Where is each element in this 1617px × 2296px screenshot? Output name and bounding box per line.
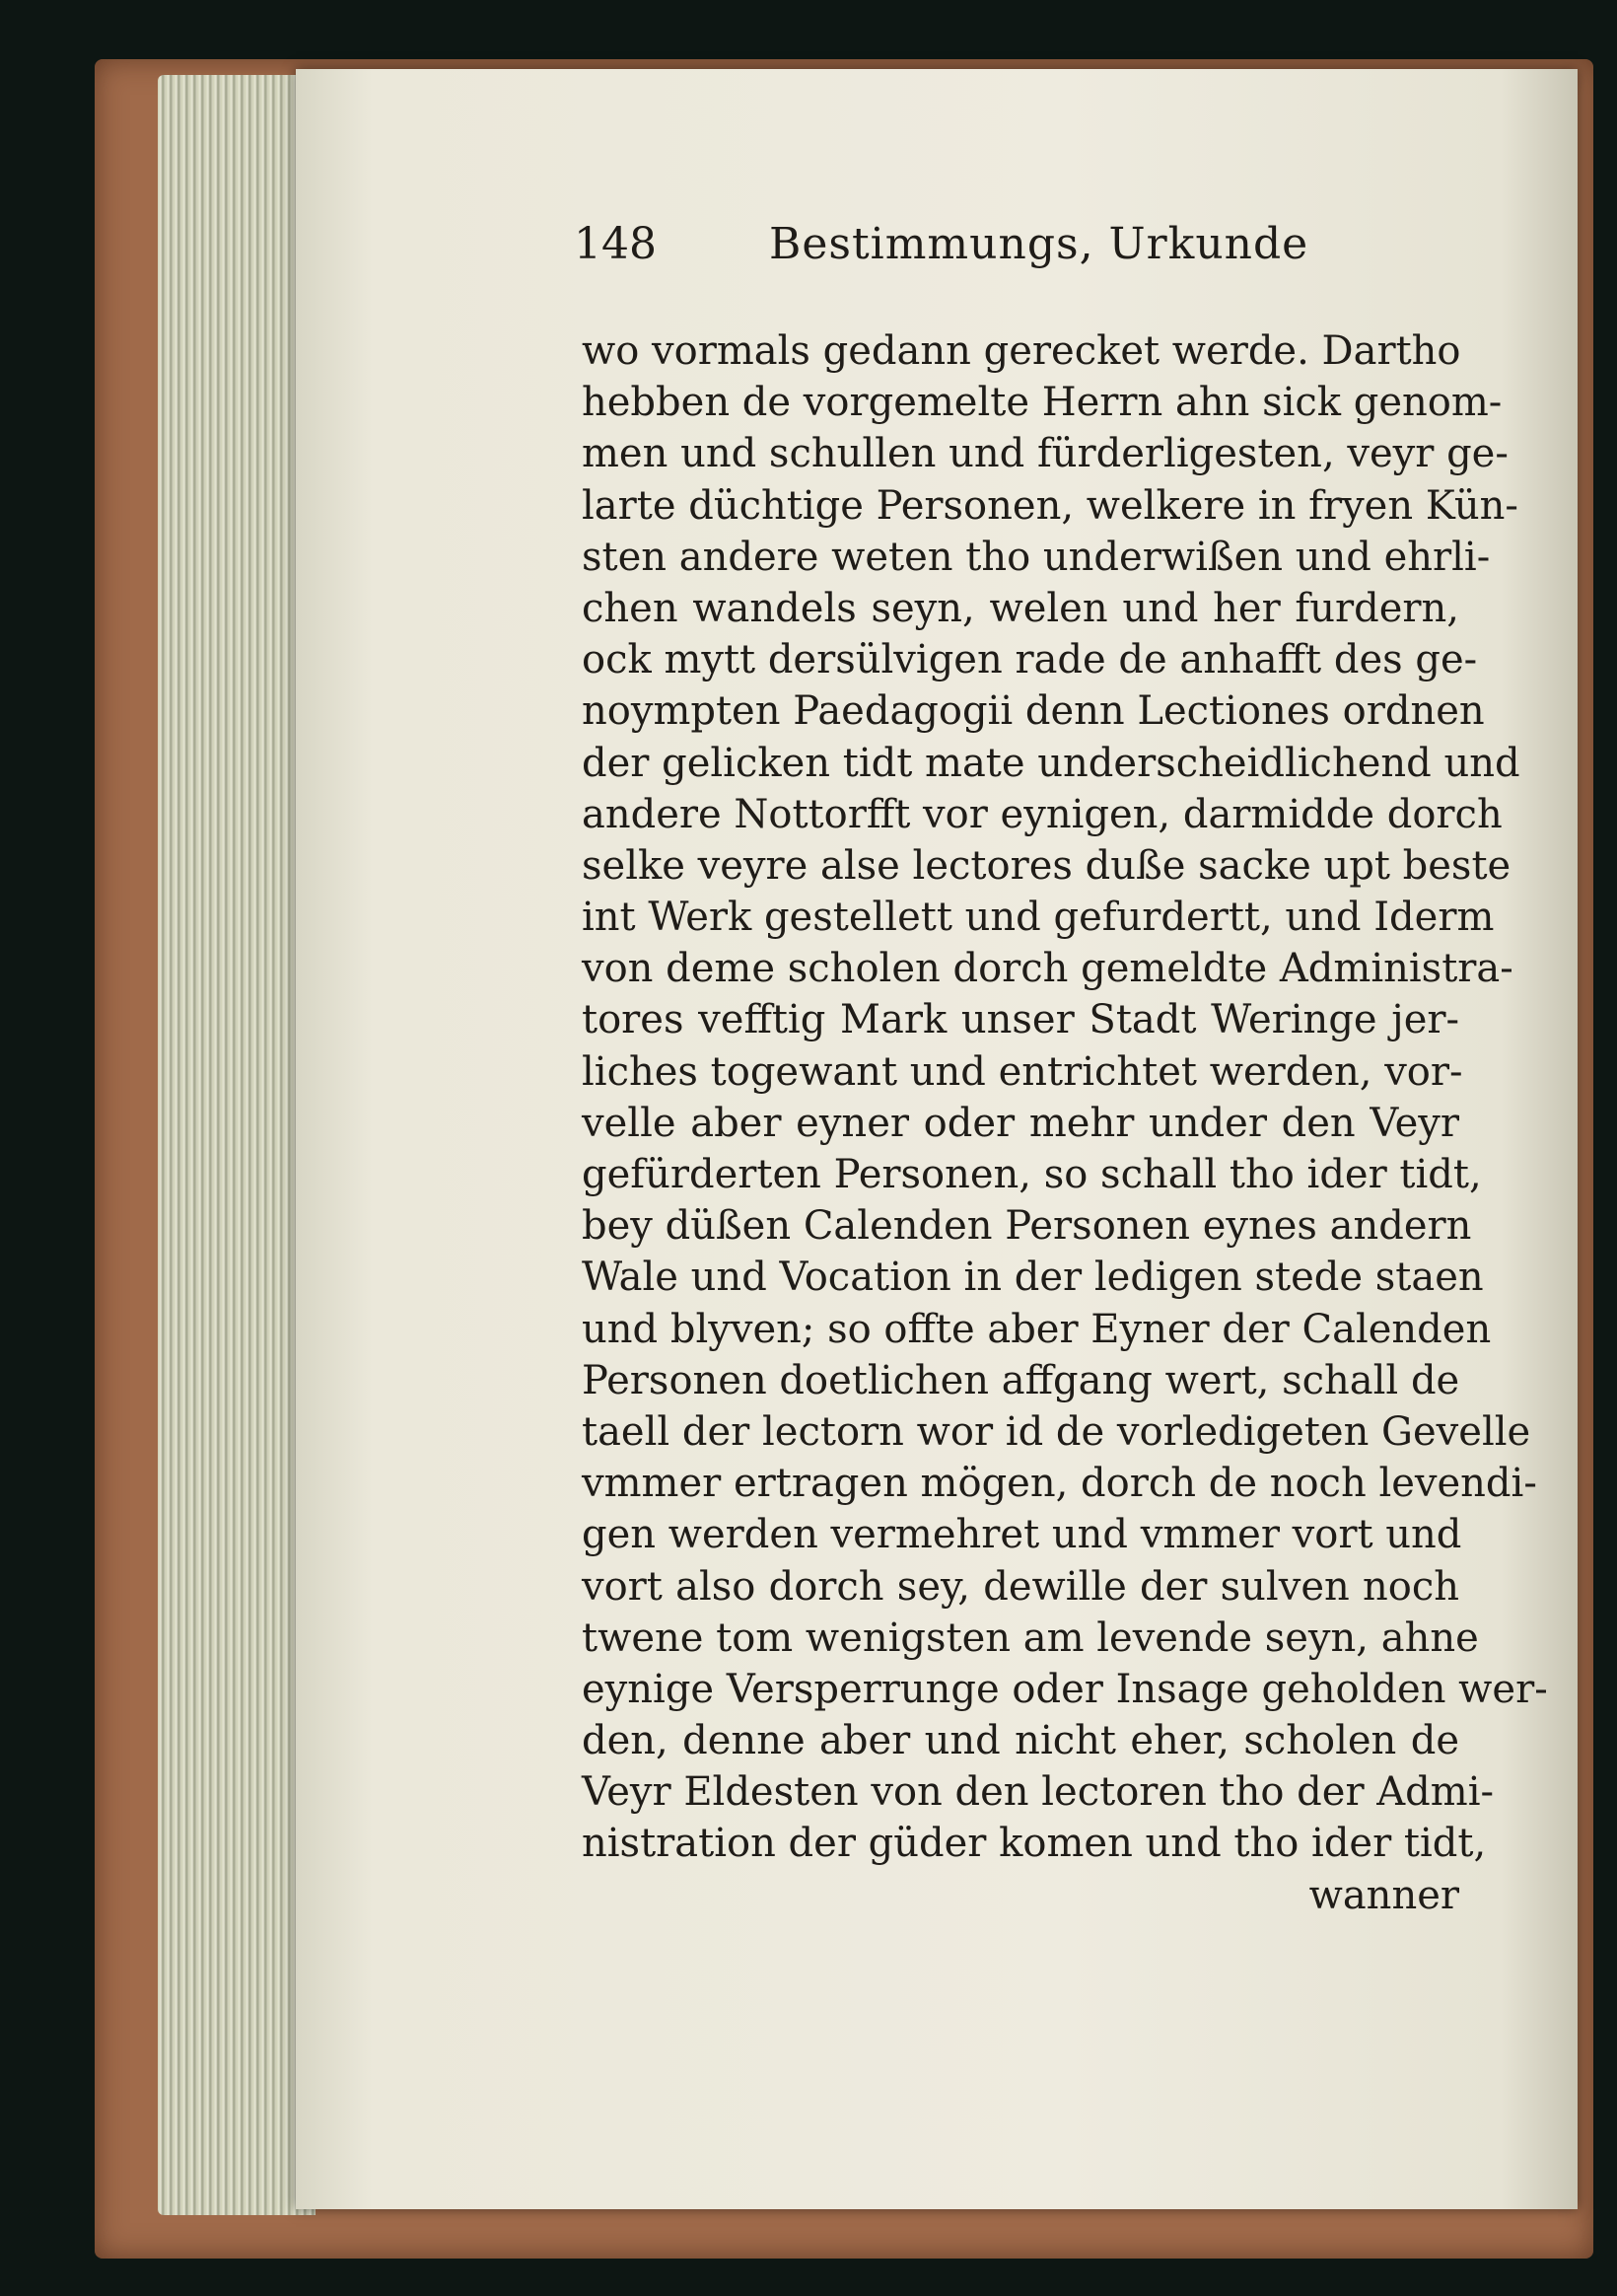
text-line: Personen doetlichen affgang wert, schall de [582,1357,1460,1403]
text-line: gefürderten Personen, so schall tho ider tidt, [582,1152,1482,1197]
text-line: tores vefftig Mark unser Stadt Weringe jer- [582,997,1459,1043]
text-line: Wale und Vocation in der ledigen stede staen [582,1255,1484,1301]
text-line: der gelicken tidt mate underscheidlichend und [582,740,1520,786]
text-line: men und schullen und fürderligesten, veyr ge- [582,431,1509,477]
text-line: hebben de vorgemelte Herrn ahn sick genom- [582,380,1503,426]
text-line: twene tom wenigsten am levende seyn, ahne [582,1614,1479,1661]
page-edges [158,75,316,2215]
text-line: int Werk gestellett und gefurdertt, und Iderm [582,895,1495,941]
text-line: liches togewant und entrichtet werden, vor- [582,1048,1463,1095]
text-line: sten andere weten tho underwißen und ehrli- [582,534,1491,580]
page-number: 148 [574,219,657,269]
text-line: velle aber eyner oder mehr under den Veyr [582,1100,1459,1146]
text-line: chen wandels seyn, welen und her furdern, [582,585,1459,631]
text-line: vmmer ertragen mögen, dorch de noch levendi- [582,1461,1537,1507]
text-line: selke veyre alse lectores duße sacke upt beste [582,842,1512,889]
text-line: Veyr Eldesten von den lectoren tho der Admi- [582,1769,1495,1816]
text-line: bey düßen Calenden Personen eynes andern [582,1203,1472,1250]
text-line: ock mytt dersülvigen rade de anhafft des ge- [582,637,1478,683]
running-head: Bestimmungs, Urkunde [769,219,1309,269]
page-header [574,211,1309,280]
text-line: wo vormals gedann gerecket werde. Dartho [582,328,1461,374]
text-line: taell der lectorn wor id de vorledigeten Gevelle [582,1408,1531,1455]
text-line: den, denne aber und nicht eher, scholen de [582,1718,1459,1764]
catchword: wanner [1308,1872,1459,1918]
text-line: und blyven; so offte aber Eyner der Calenden [582,1306,1492,1352]
text-line: eynige Versperrunge oder Insage geholden wer- [582,1666,1548,1712]
text-line: gen werden vermehret und vmmer vort und [582,1512,1462,1558]
text-line: larte düchtige Personen, welkere in fryen Kün- [582,482,1518,529]
text-line: andere Nottorfft vor eynigen, darmidde dorch [582,791,1503,837]
text-line: nistration der güder komen und tho ider tidt, [582,1821,1487,1867]
body-text [582,325,1548,1921]
text-line: noympten Paedagogii denn Lectiones ordnen [582,688,1485,735]
text-line: von deme scholen dorch gemeldte Administra- [582,946,1513,992]
text-line: vort also dorch sey, dewille der sulven noch [582,1563,1459,1610]
